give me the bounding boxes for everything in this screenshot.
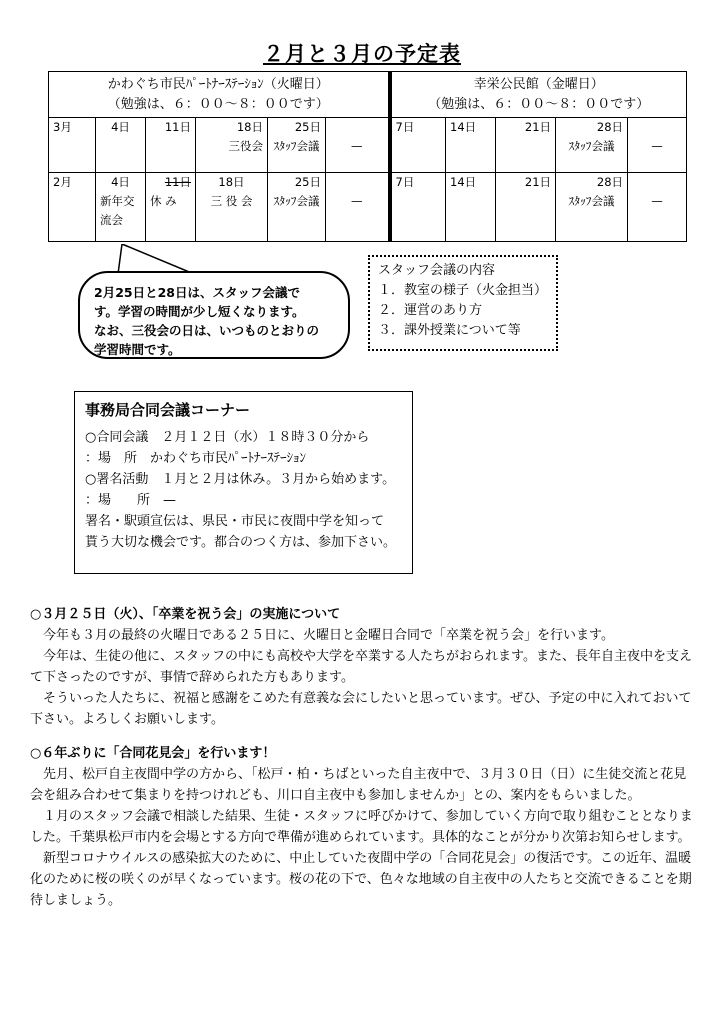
section-paragraph: 今年は、生徒の他に、スタッフの中にも高校や大学を卒業する人たちがおられます。また、長年自主夜中を支えて下さったのですが、事情で辞められた方もあります。 <box>30 649 692 685</box>
speech-bubble-note <box>78 271 350 359</box>
staff-meeting-item: ２．運営のあり方 <box>378 303 483 318</box>
date-cell: 11日 休 み <box>146 173 196 242</box>
venue-koei-name: 幸栄公民館（金曜日） <box>473 76 604 92</box>
bubble-line: 学習時間です。 <box>94 342 181 357</box>
bubble-line: 2月25日と28日は、スタッフ会議で <box>94 285 300 300</box>
table-header-row <box>49 72 687 118</box>
speech-bubble-tail <box>104 244 204 274</box>
date-cell: — <box>628 118 687 173</box>
staff-meeting-item: ３．課外授業について等 <box>378 323 521 338</box>
date-cell: — <box>326 173 390 242</box>
section-heading: ○６年ぶりに「合同花見会」を行います！ <box>30 746 276 761</box>
section-paragraph: 新型コロナウイルスの感染拡大のために、中止していた夜間中学の「合同花見会」の復活です。この近年、温暖化のために桜の咲くのが早くなっています。桜の花の下で、色々な地域の自主夜中の人たちと交流できることを期待しましょう。 <box>30 851 692 908</box>
date-cell: 21日 <box>496 173 556 242</box>
date-cell: 14日 <box>446 173 496 242</box>
venue-kawaguchi-name: かわぐち市民ﾊﾟｰﾄﾅｰｽﾃｰｼｮﾝ（火曜日） <box>107 76 329 92</box>
staff-meeting-box <box>368 255 558 351</box>
table-row-march <box>49 118 687 173</box>
venue-kawaguchi-hours: （勉強は、６：００～８：００です） <box>107 96 329 112</box>
date-cell: 18日 三 役 会 <box>196 173 268 242</box>
section-paragraph: １月のスタッフ会議で相談した結果、生徒・スタッフに呼びかけて、参加していく方向で取り組むこととなりました。千葉県松戸市内を会場とする方向で準備が進められています。具体的なことが分かり次第お知らせします。 <box>30 809 693 845</box>
date-cell: 7日 <box>390 173 446 242</box>
date-cell: 11日 <box>146 118 196 173</box>
section-paragraph: そういった人たちに、祝福と感謝をこめた有意義な会にしたいと思っています。ぜひ、予定の中に入れておいて下さい。よろしくお願いします。 <box>30 691 692 727</box>
date-cell: 28日 ｽﾀｯﾌ会議 <box>556 118 628 173</box>
bubble-line: なお、三役会の日は、いつものとおりの <box>94 323 320 338</box>
staff-meeting-item: １．教室の様子（火金担当） <box>378 283 548 298</box>
venue-koei-hours: （勉強は、６：００～８：００です） <box>428 96 650 112</box>
date-cell: 4日 <box>96 118 146 173</box>
graduation-party-section <box>30 604 694 730</box>
page-title: ２月と３月の予定表 <box>263 42 461 66</box>
office-corner-line: 署名・駅頭宣伝は、県民・市民に夜間中学を知って <box>85 514 385 529</box>
date-cell: 7日 <box>390 118 446 173</box>
staff-meeting-title: スタッフ会議の内容 <box>378 263 496 278</box>
cherry-blossom-section <box>30 743 694 911</box>
venue-koei <box>390 72 687 118</box>
section-heading: ○３月２５日（火）、「卒業を祝う会」の実施について <box>30 607 341 622</box>
office-corner-line: ○署名活動 １月と２月は休み。３月から始めます。 <box>85 472 396 487</box>
office-corner-line: ○合同会議 ２月１２日（水）１８時３０分から <box>85 430 370 445</box>
date-cell: 25日 ｽﾀｯﾌ会議 <box>268 173 326 242</box>
office-corner-heading: 事務局合同会議コーナー <box>85 401 251 419</box>
office-corner-line: ：場 所 — <box>85 493 177 508</box>
schedule-table <box>48 71 687 242</box>
date-cell: 14日 <box>446 118 496 173</box>
bubble-line: す。学習の時間が少し短くなります。 <box>94 304 305 319</box>
month-cell: 3月 <box>49 118 96 173</box>
date-cell: 28日 ｽﾀｯﾌ会議 <box>556 173 628 242</box>
date-cell: — <box>326 118 390 173</box>
date-cell: 25日 ｽﾀｯﾌ会議 <box>268 118 326 173</box>
date-cell: 21日 <box>496 118 556 173</box>
date-cell: 4日 新年交 流会 <box>96 173 146 242</box>
table-row-february <box>49 173 687 242</box>
month-cell: 2月 <box>49 173 96 242</box>
section-paragraph: 今年も３月の最終の火曜日である２５日に、火曜日と金曜日合同で「卒業を祝う会」を行います。 <box>43 628 614 643</box>
section-paragraph: 先月、松戸自主夜間中学の方から、「松戸・柏・ちばといった自主夜中で、３月３０日（日）に生徒交流と花見会を組み合わせて集まりを持つけれども、川口自主夜中も参加しませんか」との、案内をもらいました。 <box>30 767 687 803</box>
office-corner-line: 貰う大切な機会です。都合のつく方は、参加下さい。 <box>85 535 396 550</box>
venue-kawaguchi <box>49 72 390 118</box>
office-corner-line: ：場 所 かわぐち市民ﾊﾟｰﾄﾅｰｽﾃｰｼｮﾝ <box>85 451 307 466</box>
office-meeting-corner <box>74 391 413 574</box>
date-cell: 18日 三役会 <box>196 118 268 173</box>
date-cell: — <box>628 173 687 242</box>
